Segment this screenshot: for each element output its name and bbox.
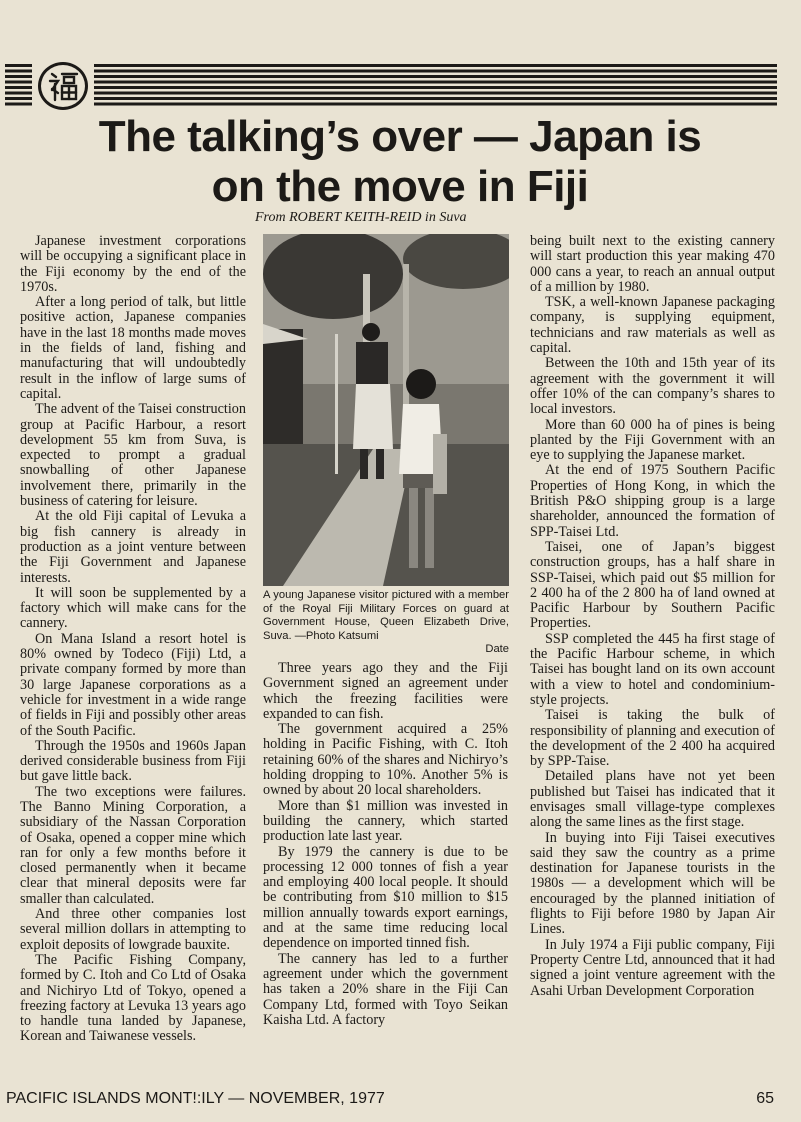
caption-credit: Date	[485, 643, 509, 655]
paragraph: SSP completed the 445 ha first stage of the Pacific Harbour scheme, in which Taisei has bought land on its own account with a view to hotel and condominium-style projects.	[530, 630, 775, 708]
paragraph: being built next to the existing cannery will start production this year making 470 000 cans a year, to reach an annual output of a million by 1980.	[530, 233, 775, 295]
paragraph: And three other companies lost several million dollars in attempting to exploit deposits of lowgrade bauxite.	[20, 906, 246, 953]
publication-line: PACIFIC ISLANDS MONT!:ILY — NOVEMBER, 1977	[6, 1090, 385, 1107]
article-photo	[263, 234, 509, 586]
page-number: 65	[756, 1090, 774, 1107]
paragraph: Between the 10th and 15th year of its agreement with the government it will offer 10% of the can company’s shares to local investors.	[530, 355, 775, 418]
caption-text: A young Japanese visitor pictured with a member of the Royal Fiji Military Forces on guard at Government House, Queen Elizabeth Drive, Suva. —Photo Katsumi	[263, 589, 509, 642]
paragraph: After a long period of talk, but little positive action, Japanese companies have in the last 18 months made moves in the fields of land, fishing and manufacturing that will undoubtedly result in the inflow of large sums of capital.	[20, 294, 246, 402]
paragraph: Taisei is taking the bulk of responsibility of planning and execution of the development of the 2 400 ha acquired by SPP-Taise.	[530, 707, 775, 770]
paragraph: On Mana Island a resort hotel is 80% owned by Todeco (Fiji) Ltd, a private company formed by more than 30 large Japanese corporations as a vehicle for investment in a wide range of fields in Fiji and possibly other areas of the South Pacific.	[20, 630, 246, 739]
headline-line-2: on the move in Fiji	[211, 162, 589, 211]
paragraph: The government acquired a 25% holding in Pacific Fishing, with C. Itoh retaining 60% of the shares and Nichiryo’s holding dropping to 10%. Another 5% is owned by about 20 local shareholders.	[263, 721, 508, 799]
paragraph: The cannery has led to a further agreement under which the government has taken a 20% share in the Fiji Can Company Ltd, formed with Toyo Seikan Kaisha Ltd. A factory	[263, 950, 508, 1028]
paragraph: The Pacific Fishing Company, formed by C. Itoh and Co Ltd of Osaka and Nichiryo Ltd of Tokyo, opened a freezing factory at Levuka 13 years ago to handle tuna landed by Japanese, Korean and Taiwanese vessels.	[20, 951, 246, 1045]
paragraph: By 1979 the cannery is due to be processing 12 000 tonnes of fish a year and employing 400 local people. It should be contributing from $10 million to $15 million annually towards export earnings, and at the same time reducing local dependence on imported tinned fish.	[263, 843, 508, 952]
paragraph: The two exceptions were failures. The Banno Mining Corporation, a subsidiary of the Nassan Corporation of Osaka, opened a copper mine which ran for only a few months before it closed permanently when it became clear that mineral deposits were far smaller than calculated.	[20, 783, 246, 907]
banner-rule-lines	[5, 64, 777, 108]
article-column-3	[530, 234, 775, 999]
paragraph: More than $1 million was invested in building the cannery, which started production late last year.	[263, 797, 508, 845]
page-footer	[6, 1090, 774, 1108]
paragraph: In buying into Fiji Taisei executives said they saw the country as a prime destination for Japanese tourists in the 1980s — a development which will be encouraged by the planned initiation of flights to Fiji before 1980 by Japan Air Lines.	[530, 829, 775, 938]
paragraph: It will soon be supplemented by a factory which will make cans for the cannery.	[20, 584, 246, 632]
paragraph: Three years ago they and the Fiji Government signed an agreement under which the freezing facilities were expanded to can fish.	[263, 660, 508, 722]
kanji-seal-icon	[38, 62, 88, 110]
paragraph: The advent of the Taisei construction group at Pacific Harbour, a resort development 55 km from Suva, is expected to prompt a gradual snowballing of other Japanese involvement there, primarily in the business of catering for leisure.	[20, 401, 246, 510]
article-column-2	[263, 661, 508, 1028]
paragraph: Detailed plans have not yet been published but Taisei has indicated that it envisages small village-type complexes along the same lines as the first stage.	[530, 768, 775, 831]
paragraph: At the old Fiji capital of Levuka a big fish cannery is already in production as a joint venture between the Fiji Government and Japanese interests.	[20, 508, 246, 586]
header-banner	[5, 64, 777, 108]
byline: From ROBERT KEITH-REID in Suva	[255, 210, 467, 225]
paragraph: Through the 1950s and 1960s Japan derived considerable business from Fiji but gave little back.	[20, 737, 246, 785]
paragraph: Japanese investment corporations will be occupying a significant place in the Fiji economy by the end of the 1970s.	[20, 233, 246, 295]
paragraph: Taisei, one of Japan’s biggest construction groups, has a half share in SSP-Taisei, which paid out $5 million for 2 400 ha of the 2 800 ha of land owned at Pacific Harbour by Southern Pacific Properties.	[530, 538, 775, 632]
headline-line-1: The talking’s over — Japan is	[98, 112, 702, 161]
article-column-1	[20, 234, 246, 1045]
paragraph: More than 60 000 ha of pines is being planted by the Fiji Government with an eye to supplying the Japanese market.	[530, 416, 775, 464]
paragraph: At the end of 1975 Southern Pacific Properties of Hong Kong, in which the British P&O shipping group is a large shareholder, announced the formation of SPP-Taisei Ltd.	[530, 462, 775, 540]
paragraph: In July 1974 a Fiji public company, Fiji Property Centre Ltd, announced that it had signed a joint venture agreement with the Asahi Urban Development Corporation	[530, 936, 775, 999]
photo-caption	[263, 589, 509, 657]
paragraph: TSK, a well-known Japanese packaging company, is supplying equipment, technicians and raw materials as well as capital.	[530, 294, 775, 357]
